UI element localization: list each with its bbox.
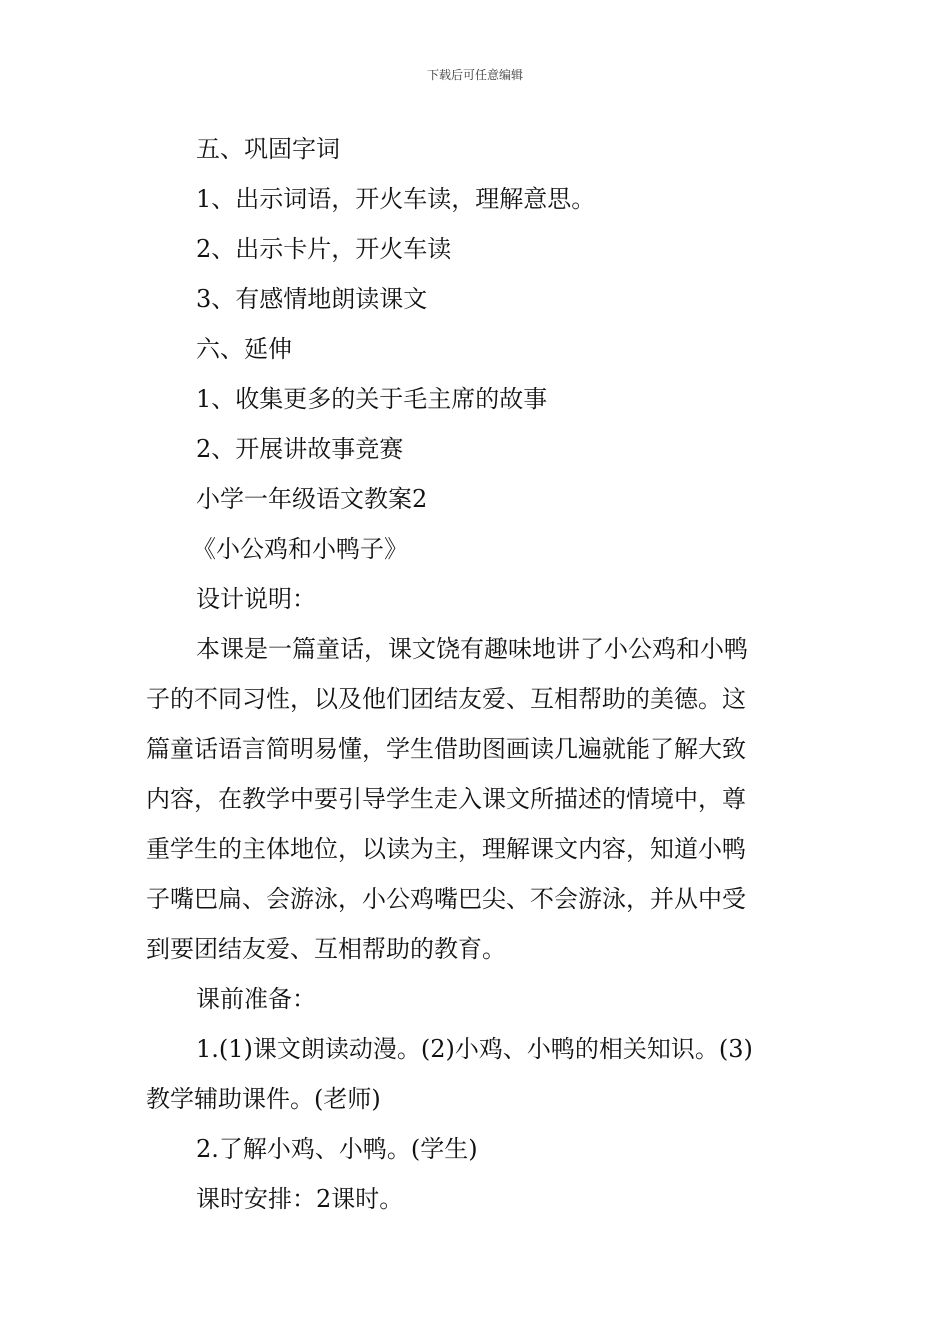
- paragraph-line: 到要团结友爱、互相帮助的教育。: [146, 935, 506, 963]
- paragraph-line: 重学生的主体地位，以读为主，理解课文内容，知道小鸭: [146, 835, 746, 863]
- schedule: 课时安排：2课时。: [196, 1185, 404, 1213]
- list-item: 1、出示词语，开火车读，理解意思。: [196, 185, 596, 213]
- lesson-title: 《小公鸡和小鸭子》: [192, 535, 408, 563]
- list-item: 2、出示卡片，开火车读: [196, 235, 452, 263]
- design-paragraph: [146, 624, 806, 974]
- heading-consolidate: 五、巩固字词: [196, 135, 340, 163]
- paragraph-line: 本课是一篇童话，课文饶有趣味地讲了小公鸡和小鸭: [196, 635, 748, 663]
- prep-item-2: 2.了解小鸡、小鸭。(学生): [196, 1135, 478, 1163]
- design-label: 设计说明：: [196, 585, 316, 613]
- page-header-note: 下载后可任意编辑: [426, 68, 523, 82]
- paragraph-line: 子嘴巴扁、会游泳，小公鸡嘴巴尖、不会游泳，并从中受: [146, 885, 746, 913]
- list-item: 2、开展讲故事竞赛: [196, 435, 404, 463]
- prep-label: 课前准备：: [196, 985, 316, 1013]
- document-body: [146, 124, 806, 1224]
- paragraph-line: 1.(1)课文朗读动漫。(2)小鸡、小鸭的相关知识。(3): [196, 1035, 753, 1063]
- list-item: 1、收集更多的关于毛主席的故事: [196, 385, 548, 413]
- prep-item-1: [146, 1024, 806, 1124]
- paragraph-line: 教学辅助课件。(老师): [146, 1085, 381, 1113]
- list-item: 3、有感情地朗读课文: [196, 285, 428, 313]
- heading-extension: 六、延伸: [196, 335, 292, 363]
- paragraph-line: 内容，在教学中要引导学生走入课文所描述的情境中，尊: [146, 785, 746, 813]
- section-title: 小学一年级语文教案2: [196, 485, 428, 513]
- paragraph-line: 子的不同习性，以及他们团结友爱、互相帮助的美德。这: [146, 685, 746, 713]
- paragraph-line: 篇童话语言简明易懂，学生借助图画读几遍就能了解大致: [146, 735, 746, 763]
